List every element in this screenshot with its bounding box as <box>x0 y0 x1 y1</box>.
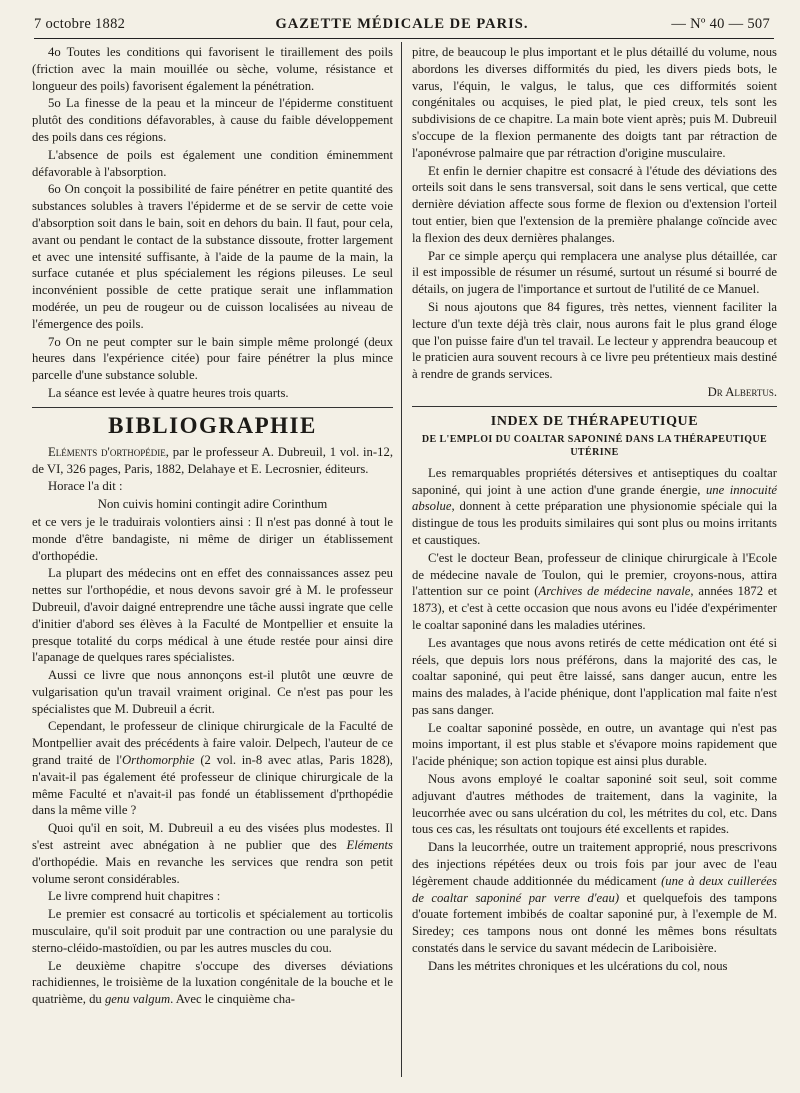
book-details: , par le professeur A. Dubreuil, 1 vol. in-12, de VI, 326 pages, Paris, 1882, Delahaye et E. Lecrosnier, éditeurs. <box>32 444 393 476</box>
left-column <box>32 44 393 1074</box>
paragraph: Le premier est consacré au torticolis et spécialement au torticolis musculaire, qu'il soit produit par une contraction ou une paralysie du sterno-cléido-mastoïdien, ou par les autres muscles du cou. <box>32 907 393 955</box>
paragraph <box>32 820 393 887</box>
italic-span: une innocuité absolue <box>412 482 777 514</box>
text-span: C'est le docteur Bean, professeur de clinique chirurgicale à l'Ecole de médecine navale de Toulon, qui le premier, croyons-nous, attira l'attention sur ce point ( <box>412 550 777 599</box>
index-subheading: DE L'EMPLOI DU COALTAR SAPONINÉ DANS LA THÉRAPEUTIQUE UTÉRINE <box>421 433 768 458</box>
paragraph: et ce vers je le traduirais volontiers ainsi : Il n'est pas donné à tout le monde d'être bandagiste, ni même de diriger un établissement d'orthopédie. <box>32 514 393 563</box>
paragraph: Par ce simple aperçu qui remplacera une analyse plus détaillée, car il est impossible de résumer un résumé, surtout un résumé si bourré de détails, on jugera de l'importance et surtout de l'utilité de ce Manuel. <box>412 248 777 297</box>
italic-span: Orthomorphie <box>121 753 195 768</box>
paragraph <box>32 718 393 819</box>
section-rule <box>32 407 393 408</box>
text-span: (2 vol. in-8 avec atlas, Paris 1828), n'avait-il pas également été professeur de clinique chirurgicale de la même Faculté et n'avait-il pas fondé un établissement d'prthopédie dans la même ville ? <box>32 753 393 818</box>
text-span: Cependant, le professeur de clinique chirurgicale de la Faculté de Montpellier avait des précédents à faire valoir. Delpech, l'auteur de ce grand traité de l' <box>32 719 393 768</box>
paragraph: Et enfin le dernier chapitre est consacré à l'étude des déviations des orteils soit dans le sens transversal, soit dans le sens vertical, que cette dernière déviation affecte sous forme de flexion ou d'extension l'orteil tout entier, bien que l'extension de la première phalange coïncide avec la flexion des deux dernières phalanges. <box>412 163 777 245</box>
paragraph: Le livre comprend huit chapitres : <box>48 889 221 904</box>
paragraph <box>412 839 777 957</box>
book-reference <box>32 444 393 478</box>
paragraph: Dans les métrites chroniques et les ulcérations du col, nous <box>428 958 728 973</box>
text-span: , donnent à cette préparation une physionomie spéciale qui la distingue de tous les produits similaires qui sont plus ou moins irritants et caustiques. <box>412 499 777 547</box>
issue-number: — Nº 40 — 507 <box>671 16 770 32</box>
paragraph: Si nous ajoutons que 84 figures, très nettes, viennent faciliter la lecture d'un texte déjà très clair, nous aurons fait le plus grand éloge que l'on puisse faire d'un tel travail. Le lecteur y apprendra beaucoup et le praticien aura souvent recours à ce livre peu prétentieux mais destiné à rendre de grands services. <box>412 299 777 382</box>
paragraph: La séance est levée à quatre heures trois quarts. <box>48 385 289 400</box>
index-heading: INDEX DE THÉRAPEUTIQUE <box>490 413 699 429</box>
paragraph: L'absence de poils est également une condition éminemment défavorable à l'absorption. <box>32 147 393 179</box>
text-span: Dans la leucorrhée, outre un traitement approprié, nous prescrivons des injections répétées deux ou trois fois par jour avec de l'eau légèrement chaude additionnée du médicament <box>412 840 777 888</box>
bibliography-heading: BIBLIOGRAPHIE <box>108 412 317 438</box>
text-span: . Avec le cinquième cha- <box>170 992 295 1007</box>
issue-date: 7 octobre 1882 <box>34 16 126 32</box>
text-span: d'orthopédie. Mais en revanche les services que rendra son petit volume seront considérables. <box>32 854 393 886</box>
book-title: Eléments d'orthopédie <box>48 444 166 459</box>
signature: Dr Albertus. <box>707 384 777 399</box>
italic-span: Archives de médecine navale <box>538 584 691 599</box>
latin-quote: Non cuivis homini contingit adire Corinthum <box>97 497 328 512</box>
paragraph <box>412 465 777 549</box>
italic-span: Eléments <box>346 838 393 853</box>
text-span: et quelquefois des tampons d'ouate fortement imbibés de coaltar saponiné pur, à l'exemple de M. Siredey; ces tampons nous ont donné les mêmes bons résultats constatés dans le service du savant médecin de Lariboisière. <box>412 890 777 956</box>
italic-span: (une à deux cuillerées de coaltar saponiné par verre d'eau) <box>412 873 777 905</box>
paragraph: 5o La finesse de la peau et la minceur de l'épiderme constituent plutôt des conditions défavorables, à cause du faible développement des poils dans ces régions. <box>32 96 393 144</box>
paragraph: 6o On conçoit la possibilité de faire pénétrer en petite quantité des substances solubles à travers l'épiderme et de se servir de cette voie d'absorption soit dans le bain, soit en dehors du bain. Il faut, pour cela, avant ou pendant le contact de la substance dissoute, frotter largement et avec une intensité suffisante, à l'aide de la paume de la main, la surface cutanée et plus spécialement les régions pileuses. Le seul inconvénient possible de cette pratique serait une inflammation modérée, un peu de rougeur ou de cuisson localisées au niveau de l'émergence des poils. <box>32 182 393 331</box>
paragraph <box>412 550 777 634</box>
text-span: Quoi qu'il en soit, M. Dubreuil a eu des visées plus modestes. Il s'est astreint avec abnégation à ne publier que des <box>32 821 393 853</box>
italic-span: genu valgum <box>104 992 171 1007</box>
header-rule <box>34 38 774 39</box>
paragraph: Aussi ce livre que nous annonçons est-il plutôt une œuvre de vulgarisation qu'un travail vraiment original. Ce n'est pas pour les spécialistes que M. Dubreuil a écrit. <box>32 668 393 716</box>
text-span: Les remarquables propriétés détersives et antiseptiques du coaltar saponiné, qui joint à une action d'une grande énergie, <box>412 465 777 497</box>
paragraph <box>32 958 393 1008</box>
paragraph: pitre, de beaucoup le plus important et le plus détaillé du volume, nous abordons les diverses difformités du pied, les divers pieds bots, le varus, l'équin, le valgus, le talus, que ces difformités soient congénitales ou acquises, le pied plat, le pied creux, tels sont les subdivisions de ce chapitre. La main bote vient après; puis M. Dubreuil s'occupe de la flexion permanente des doigts tant par rétraction de l'aponévrose palmaire que par rétraction d'origine musculaire. <box>412 45 777 160</box>
paragraph: 4o Toutes les conditions qui favorisent le tiraillement des poils (friction avec la main mouillée ou sèche, volume, résistance et longueur des poils) favorisent également la pénétration. <box>32 45 393 93</box>
paragraph: 7o On ne peut compter sur le bain simple même prolongé (deux heures dans l'expérience citée) pour faire pénétrer la plus mince parcelle d'une substance soluble. <box>32 334 393 383</box>
right-column <box>412 44 777 1074</box>
paragraph: Les avantages que nous avons retirés de cette médication ont été si réels, que depuis lors nous préférons, dans la majorité des cas, le coaltar saponiné, qui peut être laissé, sans danger aucun, entre les mains des malades, à l'acide phénique, dont l'application mal faite n'est pas sans danger. <box>412 635 777 717</box>
paragraph: Le coaltar saponiné possède, en outre, un avantage qui n'est pas moins important, il est plus stable et s'évapore moins rapidement que l'acide phénique; son action topique est ainsi plus durable. <box>412 720 777 769</box>
publication-title: GAZETTE MÉDICALE DE PARIS. <box>275 16 529 32</box>
paragraph: Horace l'a dit : <box>48 479 123 494</box>
paragraph: La plupart des médecins ont en effet des connaissances assez peu nettes sur l'orthopédie, et nous devons savoir gré à M. le professeur Dubreuil, d'avoir daigné entreprendre une tâche aussi ingrate que celle d'initier d'abord ses élèves à la Faculté de Montpellier et ensuite la presque totalité du corps médical à une étude restée pour ainsi dire l'apanage de quelques rares spécialistes. <box>32 566 393 665</box>
section-rule <box>412 406 777 407</box>
text-span: , années 1872 et 1873), et c'est à cette occasion que nous avons eu l'idée d'expérimenter le coaltar saponiné dans les maladies utérines. <box>412 584 777 632</box>
text-span: Le deuxième chapitre s'occupe des diverses déviations rachidiennes, le troisième de la luxation congénitale de la bouche et le quatrième, du <box>32 958 393 1007</box>
column-divider <box>401 42 402 1077</box>
paragraph: Nous avons employé le coaltar saponiné soit seul, soit comme adjuvant d'autres méthodes de traitement, dans la vaginite, la leucorrhée avec ou sans ulcération du col, les métrites du col, etc. Dans tous ces cas, les résultats ont toujours été excellents et rapides. <box>412 772 777 837</box>
